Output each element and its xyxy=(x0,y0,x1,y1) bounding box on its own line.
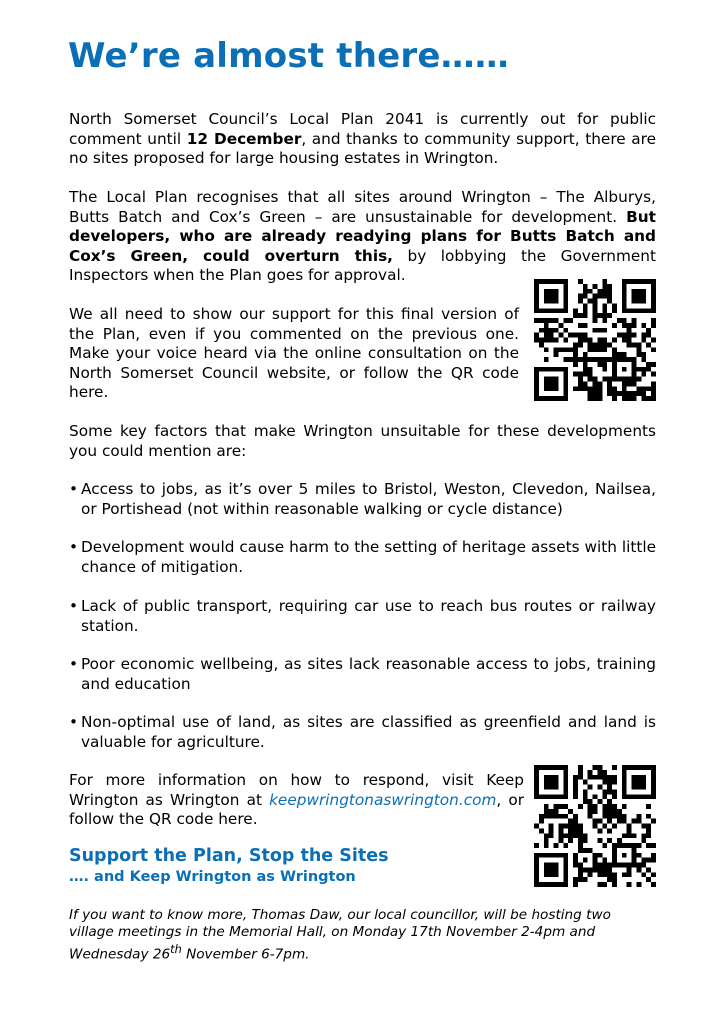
page-title: We’re almost there…… xyxy=(68,36,509,76)
intro-paragraph xyxy=(69,110,656,169)
sub-slogan: …. and Keep Wrington as Wrington xyxy=(69,869,356,885)
more-info-text-a: For more information on how to respond, visit Keep Wrington as Wrington at xyxy=(69,771,524,809)
deadline-date: 12 December xyxy=(186,129,302,148)
key-factors-intro: Some key factors that make Wrington unsuitable for these developments you could mention are: xyxy=(69,422,656,460)
slogan: Support the Plan, Stop the Sites xyxy=(69,846,389,866)
list-item xyxy=(69,480,656,519)
qr-code-icon xyxy=(534,765,656,887)
meeting-text-a: If you want to know more, Thomas Daw, our local councillor, will be hosting two village meetings in the Memorial Hall, on Monday 17th November 2-4pm and Wednesday 26 xyxy=(69,907,611,963)
list-item xyxy=(69,713,656,752)
intro-text-a: North Somerset Council’s Local Plan 2041 is currently out for public comment until xyxy=(69,110,656,148)
ordinal-suffix: th xyxy=(170,942,182,956)
qr-code-icon[interactable] xyxy=(534,765,656,887)
meeting-text-c: November 6-7pm. xyxy=(181,946,310,963)
list-item-text: Development would cause harm to the setting of heritage assets with little chance of mitigation. xyxy=(81,538,656,576)
bullet-icon: • xyxy=(69,538,79,556)
list-item-text: Access to jobs, as it’s over 5 miles to Bristol, Weston, Clevedon, Nailsea, or Portishead (not within reasonable walking or cycle distance) xyxy=(81,480,656,518)
qr-code-icon xyxy=(534,279,656,401)
more-info-paragraph xyxy=(69,771,524,830)
list-item-text: Non-optimal use of land, as sites are classified as greenfield and land is valuable for agriculture. xyxy=(81,713,656,751)
developers-warning: But developers, who are already readying plans for Butts Batch and Cox’s Green, could overturn this, xyxy=(69,207,656,265)
local-plan-text-a: The Local Plan recognises that all sites around Wrington – The Alburys, Butts Batch and Cox’s Green – are unsustainable for development. xyxy=(69,188,656,226)
list-item xyxy=(69,655,656,694)
bullet-icon: • xyxy=(69,597,79,615)
list-item-text: Poor economic wellbeing, as sites lack reasonable access to jobs, training and education xyxy=(81,655,656,693)
list-item xyxy=(69,538,656,577)
local-plan-paragraph xyxy=(69,188,656,286)
bullet-icon: • xyxy=(69,655,79,673)
local-plan-text-c: by lobbying the Government Inspectors when the Plan goes for approval. xyxy=(69,246,656,285)
meeting-notice xyxy=(69,907,656,964)
list-item xyxy=(69,597,656,636)
list-item-text: Lack of public transport, requiring car use to reach bus routes or railway station. xyxy=(81,597,656,635)
bullet-icon: • xyxy=(69,480,79,498)
qr-code-icon[interactable] xyxy=(534,279,656,401)
support-paragraph: We all need to show our support for this final version of the Plan, even if you commented on the previous one. Make your voice heard via the online consultation on the North Somerset Council website, or follow the QR code here. xyxy=(69,305,519,402)
intro-text-c: , and thanks to community support, there are no sites proposed for large housing estates in Wrington. xyxy=(69,129,657,168)
bullet-icon: • xyxy=(69,713,79,731)
website-link[interactable]: keepwringtonaswrington.com xyxy=(269,790,497,809)
more-info-text-c: , or follow the QR code here. xyxy=(69,790,524,829)
